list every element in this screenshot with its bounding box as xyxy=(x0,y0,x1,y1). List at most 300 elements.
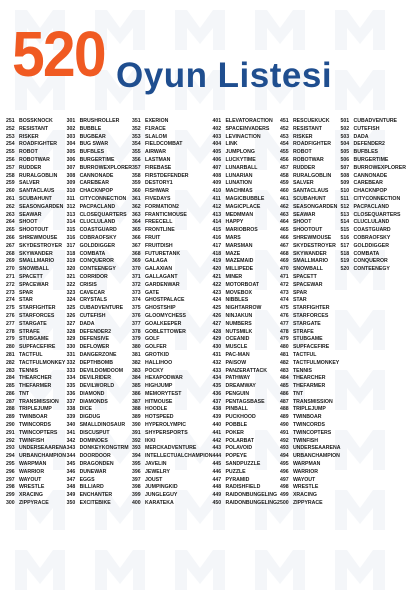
list-item-number: 382 xyxy=(132,359,141,366)
list-item xyxy=(67,438,132,446)
list-item-name: RAIDONBUNGELING2 xyxy=(225,500,280,507)
list-item xyxy=(67,126,132,134)
list-item xyxy=(212,305,279,313)
list-item-number: 372 xyxy=(132,281,141,288)
list-item-number: 350 xyxy=(66,500,76,507)
list-item-number: 392 xyxy=(132,437,141,444)
list-item-name: SALVER xyxy=(19,180,40,187)
list-item-number: 346 xyxy=(66,468,76,475)
list-item xyxy=(6,149,67,157)
list-item-number: 487 xyxy=(279,398,289,405)
list-item-number: 418 xyxy=(212,250,222,257)
list-item xyxy=(67,212,132,220)
list-item-name: GALAGA xyxy=(145,258,168,265)
list-item xyxy=(6,360,67,368)
list-item-number: 312 xyxy=(66,203,76,210)
list-item-number: 307 xyxy=(66,164,76,171)
list-item-number: 355 xyxy=(132,149,141,156)
list-item xyxy=(212,344,279,352)
list-item xyxy=(6,180,67,188)
list-item-name: SEAWAR xyxy=(19,211,42,218)
list-item-name: STARFIGHTER xyxy=(292,305,330,312)
list-item-number: 289 xyxy=(6,414,15,421)
list-item-number: 285 xyxy=(6,383,15,390)
list-item-number: 408 xyxy=(212,172,222,179)
list-item-name: STAR xyxy=(19,297,33,304)
list-item-number: 386 xyxy=(132,390,141,397)
list-item xyxy=(67,266,132,274)
list-item-name: PYRAMID xyxy=(225,476,250,483)
list-item-name: TACTFULMONKEY xyxy=(19,359,66,366)
list-item-name: RURALGOBLIN xyxy=(292,172,332,179)
list-item-name: PANZERATTACK xyxy=(225,367,267,374)
list-item-name: GHOSTPALACE xyxy=(145,297,185,304)
list-item-name: STRAFE xyxy=(19,328,40,335)
list-item-number: 298 xyxy=(6,484,15,491)
list-item xyxy=(341,134,406,142)
list-item-number: 447 xyxy=(212,476,222,483)
list-item xyxy=(280,383,341,391)
list-item-number: 357 xyxy=(132,164,141,171)
list-item-number: 315 xyxy=(66,227,76,234)
list-item-name: POCKY xyxy=(145,367,164,374)
list-item xyxy=(280,149,341,157)
list-item xyxy=(132,414,212,422)
list-column xyxy=(280,118,341,584)
list-item-name: SHREWMOUSE xyxy=(19,234,58,241)
list-item-number: 337 xyxy=(66,398,76,405)
list-item-number: 438 xyxy=(212,406,222,413)
list-item xyxy=(280,406,341,414)
list-item-number: 349 xyxy=(66,492,76,499)
list-item-number: 300 xyxy=(6,500,15,507)
list-item-number: 419 xyxy=(212,258,222,265)
list-item-number: 467 xyxy=(279,242,289,249)
list-item-number: 252 xyxy=(6,125,15,132)
list-item-number: 500 xyxy=(279,500,289,507)
list-item xyxy=(212,243,279,251)
list-item-number: 462 xyxy=(279,203,289,210)
list-item xyxy=(341,118,406,126)
list-item xyxy=(132,360,212,368)
list-item-name: CHACKNPOP xyxy=(79,188,113,195)
list-item-name: NIGHTARROW xyxy=(225,305,262,312)
list-item-name: PAC-MAN xyxy=(225,351,250,358)
list-item xyxy=(6,235,67,243)
list-item xyxy=(67,297,132,305)
list-item xyxy=(132,313,212,321)
list-item-name: XRACING xyxy=(19,492,43,499)
list-item-name: TRIPLEJUMP xyxy=(19,406,52,413)
list-item xyxy=(6,297,67,305)
list-item xyxy=(280,165,341,173)
list-item xyxy=(67,196,132,204)
list-item-name: NINJAKUN xyxy=(225,312,253,319)
list-item xyxy=(280,352,341,360)
list-item-number: 356 xyxy=(132,156,141,163)
list-item-name: BURROWEXPLORER xyxy=(353,164,406,171)
list-item-number: 421 xyxy=(212,273,222,280)
list-item xyxy=(6,305,67,313)
list-item-name: MOTORBOAT xyxy=(225,281,259,288)
list-item-number: 443 xyxy=(212,445,222,452)
list-item-name: CAREBEAR xyxy=(353,180,383,187)
list-item xyxy=(212,414,279,422)
list-item-number: 510 xyxy=(340,188,350,195)
list-item-number: 297 xyxy=(6,476,15,483)
list-item-name: FRUITDISH xyxy=(145,242,173,249)
list-item-number: 433 xyxy=(212,367,222,374)
list-column xyxy=(132,118,212,584)
list-item xyxy=(132,118,212,126)
list-item-number: 368 xyxy=(132,250,141,257)
list-item-number: 445 xyxy=(212,461,222,468)
list-item-number: 389 xyxy=(132,414,141,421)
list-item xyxy=(280,484,341,492)
list-item-number: 456 xyxy=(279,156,289,163)
list-item xyxy=(67,243,132,251)
list-item-number: 341 xyxy=(66,429,76,436)
list-item-name: MEDMMAN xyxy=(225,211,254,218)
list-item-name: CRYSTALS xyxy=(79,297,107,304)
list-item-number: 283 xyxy=(6,367,15,374)
list-item-number: 387 xyxy=(132,398,141,405)
list-item-name: DREAMWAY xyxy=(225,383,256,390)
list-item xyxy=(132,445,212,453)
list-item-name: CONQUEROR xyxy=(79,258,114,265)
list-item-name: TACTFULMONKEY xyxy=(292,359,340,366)
list-item-name: MOVEBOX xyxy=(225,289,252,296)
list-item-number: 347 xyxy=(66,476,76,483)
list-item-name: BURROWEXPLORER xyxy=(79,164,133,171)
list-item-name: MERCKADVENTURE xyxy=(145,445,197,452)
list-item-number: 338 xyxy=(66,406,76,413)
list-item xyxy=(67,313,132,321)
list-item-name: SHOOTOUT xyxy=(19,227,49,234)
list-item-name: DRAGONDEN xyxy=(79,461,114,468)
list-item-name: POBBLE xyxy=(225,422,248,429)
list-item-number: 453 xyxy=(279,133,289,140)
header xyxy=(0,18,400,112)
list-item-number: 428 xyxy=(212,328,222,335)
list-item-name: ROADFIGHTER xyxy=(19,141,58,148)
list-item-number: 444 xyxy=(212,453,222,460)
list-item xyxy=(6,196,67,204)
list-item-name: PACPACLAND xyxy=(79,203,116,210)
list-item-number: 324 xyxy=(66,297,76,304)
list-item-name: DEPTHBOMB xyxy=(79,359,113,366)
list-item xyxy=(212,134,279,142)
list-item-name: ZIPPYRACE xyxy=(19,500,49,507)
list-item xyxy=(6,274,67,282)
list-item-number: 378 xyxy=(132,328,141,335)
list-item xyxy=(67,352,132,360)
list-item xyxy=(6,282,67,290)
list-item-name: LINK xyxy=(225,141,238,148)
list-item xyxy=(67,188,132,196)
list-item xyxy=(280,305,341,313)
list-item-name: COASTGUARD xyxy=(353,227,391,234)
list-item-number: 272 xyxy=(6,281,15,288)
list-item-number: 399 xyxy=(132,492,141,499)
list-item-name: TACTFUL xyxy=(292,351,317,358)
list-item xyxy=(280,297,341,305)
list-item-number: 476 xyxy=(279,312,289,319)
list-item-number: 335 xyxy=(66,383,76,390)
list-item-name: MINER xyxy=(225,273,243,280)
list-item-number: 504 xyxy=(340,141,350,148)
list-item-name: CLUCLULAND xyxy=(353,219,390,226)
list-item xyxy=(280,126,341,134)
list-item-name: DIAMOND xyxy=(79,390,105,397)
list-item-name: RUDDER xyxy=(292,164,316,171)
list-item-name: SHREWMOUSE xyxy=(292,234,332,241)
list-item-name: EXCITEBIKE xyxy=(79,500,111,507)
list-item-number: 342 xyxy=(66,437,76,444)
list-item-number: 384 xyxy=(132,375,141,382)
list-item-number: 414 xyxy=(212,219,222,226)
list-item-number: 507 xyxy=(340,164,350,171)
list-item-number: 488 xyxy=(279,406,289,413)
list-item-name: SPACEINVADERS xyxy=(225,125,270,132)
list-item xyxy=(132,251,212,259)
list-item-name: ELEVATORACTION xyxy=(225,118,273,124)
list-item-number: 270 xyxy=(6,266,15,273)
list-item-number: 494 xyxy=(279,453,289,460)
list-item xyxy=(212,368,279,376)
list-item-name: TWINFISH xyxy=(292,437,319,444)
list-item-number: 415 xyxy=(212,227,222,234)
list-item-name: MAGICPLACE xyxy=(225,203,261,210)
list-item-number: 461 xyxy=(279,195,289,202)
list-item xyxy=(67,375,132,383)
list-item-number: 410 xyxy=(212,188,222,195)
list-item xyxy=(212,149,279,157)
list-item-number: 477 xyxy=(279,320,289,327)
list-item-number: 466 xyxy=(279,234,289,241)
list-item-number: 274 xyxy=(6,297,15,304)
list-item-number: 391 xyxy=(132,429,141,436)
list-item xyxy=(67,406,132,414)
list-item xyxy=(67,235,132,243)
list-item-number: 334 xyxy=(66,375,76,382)
list-item xyxy=(341,165,406,173)
list-item-number: 364 xyxy=(132,219,141,226)
list-item-name: MARIOBROS xyxy=(225,227,258,234)
list-item-name: HIGHJUMP xyxy=(145,383,173,390)
list-item xyxy=(67,430,132,438)
list-item xyxy=(132,352,212,360)
list-item-name: THEARCHER xyxy=(292,375,326,382)
list-item xyxy=(67,344,132,352)
list-item-number: 326 xyxy=(66,312,76,319)
list-item xyxy=(6,422,67,430)
list-item xyxy=(132,188,212,196)
list-item xyxy=(67,134,132,142)
list-item-name: DIGDUG xyxy=(79,414,101,421)
list-item xyxy=(212,165,279,173)
list-item-name: CONQUEROR xyxy=(353,258,388,265)
list-item-number: 366 xyxy=(132,234,141,241)
list-item-name: BUBBLE xyxy=(79,125,102,132)
list-item xyxy=(212,445,279,453)
list-item xyxy=(67,157,132,165)
list-item-number: 436 xyxy=(212,390,222,397)
list-item-name: WARRIOR xyxy=(19,468,45,475)
list-item-number: 493 xyxy=(279,445,289,452)
list-item-name: SPAR xyxy=(19,289,34,296)
list-item-name: SMALLMARIO xyxy=(19,258,55,265)
list-item xyxy=(341,243,406,251)
list-item xyxy=(280,469,341,477)
list-item-name: PINBALL xyxy=(225,406,248,413)
list-item-number: 503 xyxy=(340,133,350,140)
list-item-name: RISKER xyxy=(19,133,39,140)
list-item-name: JOUST xyxy=(145,476,163,483)
list-item-name: MACHMAS xyxy=(225,188,253,195)
list-item-name: SKYDESTROYER xyxy=(19,242,62,249)
list-item-name: HITMOUSE xyxy=(145,398,173,405)
list-item xyxy=(132,399,212,407)
list-item-name: SEASONGARDEN xyxy=(19,203,64,210)
list-item-name: DEVILRIDER xyxy=(79,375,111,382)
list-item xyxy=(341,173,406,181)
list-item xyxy=(132,391,212,399)
list-item-name: SEASONGARDEN xyxy=(292,203,338,210)
list-item xyxy=(132,453,212,461)
list-item xyxy=(341,126,406,134)
list-item xyxy=(212,188,279,196)
list-item-number: 469 xyxy=(279,258,289,265)
list-item xyxy=(280,235,341,243)
list-item-number: 369 xyxy=(132,258,141,265)
list-item-name: CUTEFISH xyxy=(79,312,106,319)
list-item-number: 309 xyxy=(66,180,76,187)
list-item-name: TWINFISH xyxy=(19,437,45,444)
list-item-number: 336 xyxy=(66,390,76,397)
list-item-number: 479 xyxy=(279,336,289,343)
list-item-number: 397 xyxy=(132,476,141,483)
list-item-name: WARPMAN xyxy=(19,461,47,468)
list-item-name: STAR xyxy=(292,297,307,304)
list-item xyxy=(280,141,341,149)
list-item-number: 407 xyxy=(212,164,222,171)
list-item xyxy=(280,204,341,212)
list-item xyxy=(212,477,279,485)
list-item xyxy=(341,149,406,157)
list-item-name: SHOOTOUT xyxy=(292,227,323,234)
list-item-name: NIBBLES xyxy=(225,297,249,304)
list-item-number: 294 xyxy=(6,453,15,460)
list-item xyxy=(6,157,67,165)
list-item xyxy=(280,180,341,188)
list-item-name: POLARBAT xyxy=(225,437,254,444)
list-item-number: 381 xyxy=(132,351,141,358)
list-item-number: 311 xyxy=(66,195,75,202)
list-item-number: 319 xyxy=(66,258,76,265)
list-item xyxy=(341,188,406,196)
bottom-margin xyxy=(0,586,400,600)
list-item-name: FRANTICMOUSE xyxy=(145,211,187,218)
list-item-name: DIAMONDS xyxy=(79,398,108,405)
list-item xyxy=(6,321,67,329)
list-item xyxy=(6,258,67,266)
list-item xyxy=(67,165,132,173)
list-item-number: 403 xyxy=(212,133,222,140)
game-list xyxy=(6,118,406,584)
list-item-number: 301 xyxy=(66,118,76,124)
list-item-number: 499 xyxy=(279,492,289,499)
list-item xyxy=(67,469,132,477)
list-item-name: CRISIS xyxy=(79,281,97,288)
list-item-name: STUBGAME xyxy=(19,336,49,343)
list-item-name: URBANCHAMPION xyxy=(292,453,340,460)
list-item xyxy=(132,321,212,329)
list-item-number: 376 xyxy=(132,312,141,319)
list-item xyxy=(132,383,212,391)
list-item-number: 452 xyxy=(279,125,289,132)
list-item xyxy=(6,391,67,399)
list-item-number: 426 xyxy=(212,312,222,319)
list-item-name: COBRAOFSKY xyxy=(353,234,391,241)
list-item xyxy=(280,438,341,446)
list-item xyxy=(6,141,67,149)
list-item-number: 501 xyxy=(340,118,350,124)
list-item-name: JAVELIN xyxy=(145,461,167,468)
list-item-name: THEFARMER xyxy=(19,383,52,390)
list-item-name: GOLDDIGGER xyxy=(79,242,116,249)
list-item-name: CUBADVENTURE xyxy=(79,305,124,312)
list-item-name: TENNIS xyxy=(19,367,39,374)
list-item xyxy=(6,399,67,407)
list-item-name: POPEYE xyxy=(225,453,247,460)
list-item xyxy=(212,157,279,165)
list-item-name: HYPEROLYMPIC xyxy=(145,422,187,429)
list-item xyxy=(212,360,279,368)
list-item-number: 299 xyxy=(6,492,15,499)
list-item-name: STARGATE xyxy=(19,320,47,327)
list-item-number: 409 xyxy=(212,180,222,187)
list-item-name: DANGERZONE xyxy=(79,351,117,358)
list-item xyxy=(280,173,341,181)
list-item-name: FIELDCOMBAT xyxy=(145,141,183,148)
list-item-name: DADA xyxy=(79,320,95,327)
list-item-number: 498 xyxy=(279,484,289,491)
list-item-number: 388 xyxy=(132,406,141,413)
list-item-name: NUTSMILK xyxy=(225,328,253,335)
list-item-name: DEFENDER2 xyxy=(353,141,385,148)
list-item-number: 257 xyxy=(6,164,15,171)
list-item xyxy=(280,134,341,142)
list-item-number: 398 xyxy=(132,484,141,491)
list-item xyxy=(212,399,279,407)
list-item xyxy=(6,290,67,298)
list-item xyxy=(132,290,212,298)
list-item-number: 320 xyxy=(66,266,76,273)
list-item-number: 451 xyxy=(279,118,289,124)
list-item-name: UNDERSEAARENA xyxy=(19,445,67,452)
list-item-number: 344 xyxy=(66,453,76,460)
list-item-name: DISCUSPUT xyxy=(79,429,110,436)
list-item-number: 331 xyxy=(66,351,76,358)
list-item-name: UNDERSEAARENA xyxy=(292,445,341,452)
list-item xyxy=(212,422,279,430)
list-item xyxy=(132,297,212,305)
list-item-number: 420 xyxy=(212,266,222,273)
list-item-name: MUSCLE xyxy=(225,344,248,351)
list-item-number: 405 xyxy=(212,149,222,156)
list-item-number: 330 xyxy=(66,344,76,351)
